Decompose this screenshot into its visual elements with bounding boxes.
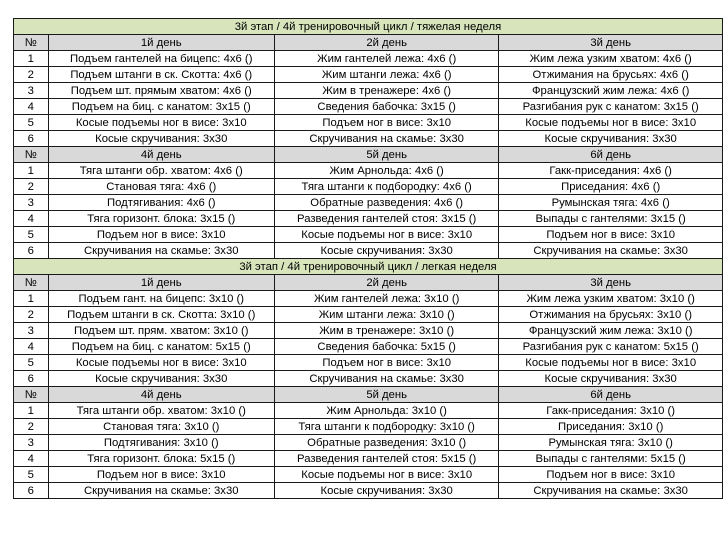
- exercise-cell: Разгибания рук с канатом: 3х15 (): [499, 99, 723, 115]
- section-title: 3й этап / 4й тренировочный цикл / легкая неделя: [14, 259, 723, 275]
- exercise-row: [14, 227, 723, 243]
- number-header: №: [14, 147, 49, 163]
- exercise-cell: Тяга штанги к подбородку: 3х10 (): [275, 419, 499, 435]
- exercise-cell: Французский жим лежа: 4х6 (): [499, 83, 723, 99]
- day-header-row: [14, 35, 723, 51]
- exercise-row: [14, 483, 723, 499]
- exercise-row: [14, 115, 723, 131]
- exercise-cell: Косые скручивания: 3х30: [48, 371, 274, 387]
- exercise-cell: Подъем ног в висе: 3х10: [499, 227, 723, 243]
- exercise-cell: Тяга горизонт. блока: 5х15 (): [48, 451, 274, 467]
- exercise-cell: Сведения бабочка: 3х15 (): [275, 99, 499, 115]
- day-header: 6й день: [499, 147, 723, 163]
- section-title-row: [14, 19, 723, 35]
- day-header: 4й день: [48, 147, 274, 163]
- exercise-cell: Косые скручивания: 3х30: [499, 131, 723, 147]
- exercise-cell: Косые подъемы ног в висе: 3х10: [48, 115, 274, 131]
- exercise-cell: Жим Арнольда: 4х6 (): [275, 163, 499, 179]
- exercise-cell: Жим лежа узким хватом: 3х10 (): [499, 291, 723, 307]
- row-number: 4: [14, 451, 49, 467]
- row-number: 2: [14, 179, 49, 195]
- exercise-row: [14, 51, 723, 67]
- exercise-cell: Жим в тренажере: 3х10 (): [275, 323, 499, 339]
- row-number: 5: [14, 355, 49, 371]
- exercise-cell: Гакк-приседания: 4х6 (): [499, 163, 723, 179]
- exercise-cell: Жим гантелей лежа: 4х6 (): [275, 51, 499, 67]
- exercise-cell: Обратные разведения: 4х6 (): [275, 195, 499, 211]
- row-number: 3: [14, 435, 49, 451]
- exercise-row: [14, 307, 723, 323]
- exercise-row: [14, 339, 723, 355]
- row-number: 4: [14, 339, 49, 355]
- row-number: 5: [14, 115, 49, 131]
- exercise-cell: Косые скручивания: 3х30: [499, 371, 723, 387]
- exercise-cell: Подъем ног в висе: 3х10: [275, 355, 499, 371]
- row-number: 1: [14, 163, 49, 179]
- row-number: 4: [14, 211, 49, 227]
- row-number: 3: [14, 195, 49, 211]
- exercise-row: [14, 291, 723, 307]
- exercise-row: [14, 99, 723, 115]
- exercise-row: [14, 243, 723, 259]
- exercise-cell: Подъем ног в висе: 3х10: [499, 467, 723, 483]
- exercise-cell: Скручивания на скамье: 3х30: [275, 131, 499, 147]
- exercise-cell: Подъем на биц. с канатом: 3х15 (): [48, 99, 274, 115]
- exercise-cell: Сведения бабочка: 5х15 (): [275, 339, 499, 355]
- exercise-cell: Румынская тяга: 3х10 (): [499, 435, 723, 451]
- day-header-row: [14, 387, 723, 403]
- exercise-cell: Тяга штанги обр. хватом: 4х6 (): [48, 163, 274, 179]
- exercise-row: [14, 355, 723, 371]
- exercise-cell: Разведения гантелей стоя: 3х15 (): [275, 211, 499, 227]
- exercise-cell: Приседания: 3х10 (): [499, 419, 723, 435]
- exercise-row: [14, 323, 723, 339]
- exercise-cell: Подъем шт. прямым хватом: 4х6 (): [48, 83, 274, 99]
- exercise-cell: Подъем ног в висе: 3х10: [275, 115, 499, 131]
- exercise-cell: Отжимания на брусьях: 3х10 (): [499, 307, 723, 323]
- exercise-row: [14, 403, 723, 419]
- exercise-cell: Косые скручивания: 3х30: [275, 243, 499, 259]
- exercise-row: [14, 83, 723, 99]
- row-number: 6: [14, 243, 49, 259]
- row-number: 1: [14, 291, 49, 307]
- exercise-cell: Подъем штанги в ск. Скотта: 3х10 (): [48, 307, 274, 323]
- day-header: 1й день: [48, 35, 274, 51]
- day-header: 3й день: [499, 275, 723, 291]
- workout-table: [13, 18, 723, 499]
- exercise-cell: Жим лежа узким хватом: 4х6 (): [499, 51, 723, 67]
- number-header: №: [14, 275, 49, 291]
- exercise-row: [14, 371, 723, 387]
- exercise-row: [14, 211, 723, 227]
- exercise-cell: Косые подъемы ног в висе: 3х10: [275, 467, 499, 483]
- row-number: 4: [14, 99, 49, 115]
- exercise-cell: Подъем на биц. с канатом: 5х15 (): [48, 339, 274, 355]
- day-header: 6й день: [499, 387, 723, 403]
- row-number: 2: [14, 419, 49, 435]
- exercise-cell: Косые скручивания: 3х30: [275, 483, 499, 499]
- exercise-row: [14, 179, 723, 195]
- exercise-cell: Скручивания на скамье: 3х30: [499, 483, 723, 499]
- exercise-cell: Скручивания на скамье: 3х30: [275, 371, 499, 387]
- exercise-cell: Тяга штанги обр. хватом: 3х10 (): [48, 403, 274, 419]
- exercise-cell: Косые подъемы ног в висе: 3х10: [499, 355, 723, 371]
- exercise-row: [14, 67, 723, 83]
- exercise-cell: Косые скручивания: 3х30: [48, 131, 274, 147]
- section-title-row: [14, 259, 723, 275]
- exercise-cell: Обратные разведения: 3х10 (): [275, 435, 499, 451]
- day-header: 2й день: [275, 35, 499, 51]
- exercise-cell: Скручивания на скамье: 3х30: [499, 243, 723, 259]
- exercise-cell: Разгибания рук с канатом: 5х15 (): [499, 339, 723, 355]
- row-number: 1: [14, 403, 49, 419]
- day-header-row: [14, 147, 723, 163]
- exercise-cell: Скручивания на скамье: 3х30: [48, 243, 274, 259]
- exercise-cell: Скручивания на скамье: 3х30: [48, 483, 274, 499]
- day-header: 5й день: [275, 387, 499, 403]
- exercise-cell: Подъем ног в висе: 3х10: [48, 467, 274, 483]
- exercise-cell: Подъем шт. прям. хватом: 3х10 (): [48, 323, 274, 339]
- row-number: 6: [14, 371, 49, 387]
- section-title: 3й этап / 4й тренировочный цикл / тяжелая неделя: [14, 19, 723, 35]
- exercise-row: [14, 163, 723, 179]
- day-header: 5й день: [275, 147, 499, 163]
- exercise-row: [14, 435, 723, 451]
- day-header: 1й день: [48, 275, 274, 291]
- day-header: 2й день: [275, 275, 499, 291]
- exercise-cell: Жим в тренажере: 4х6 (): [275, 83, 499, 99]
- exercise-cell: Косые подъемы ног в висе: 3х10: [48, 355, 274, 371]
- exercise-cell: Румынская тяга: 4х6 (): [499, 195, 723, 211]
- row-number: 5: [14, 227, 49, 243]
- row-number: 6: [14, 131, 49, 147]
- exercise-cell: Тяга штанги к подбородку: 4х6 (): [275, 179, 499, 195]
- exercise-cell: Жим Арнольда: 3х10 (): [275, 403, 499, 419]
- row-number: 5: [14, 467, 49, 483]
- exercise-cell: Приседания: 4х6 (): [499, 179, 723, 195]
- exercise-cell: Косые подъемы ног в висе: 3х10: [499, 115, 723, 131]
- exercise-cell: Подъем ног в висе: 3х10: [48, 227, 274, 243]
- exercise-row: [14, 131, 723, 147]
- row-number: 2: [14, 307, 49, 323]
- exercise-cell: Гакк-приседания: 3х10 (): [499, 403, 723, 419]
- exercise-cell: Тяга горизонт. блока: 3х15 (): [48, 211, 274, 227]
- exercise-row: [14, 467, 723, 483]
- number-header: №: [14, 35, 49, 51]
- day-header: 4й день: [48, 387, 274, 403]
- exercise-row: [14, 195, 723, 211]
- exercise-cell: Разведения гантелей стоя: 5х15 (): [275, 451, 499, 467]
- exercise-cell: Отжимания на брусьях: 4х6 (): [499, 67, 723, 83]
- exercise-cell: Французский жим лежа: 3х10 (): [499, 323, 723, 339]
- row-number: 6: [14, 483, 49, 499]
- number-header: №: [14, 387, 49, 403]
- exercise-cell: Подтягивания: 4х6 (): [48, 195, 274, 211]
- day-header-row: [14, 275, 723, 291]
- exercise-cell: Подтягивания: 3х10 (): [48, 435, 274, 451]
- exercise-cell: Подъем штанги в ск. Скотта: 4х6 (): [48, 67, 274, 83]
- exercise-cell: Подъем гантелей на бицепс: 4х6 (): [48, 51, 274, 67]
- exercise-cell: Жим гантелей лежа: 3х10 (): [275, 291, 499, 307]
- exercise-cell: Выпады с гантелями: 5х15 (): [499, 451, 723, 467]
- exercise-cell: Жим штанги лежа: 4х6 (): [275, 67, 499, 83]
- exercise-cell: Косые подъемы ног в висе: 3х10: [275, 227, 499, 243]
- row-number: 2: [14, 67, 49, 83]
- exercise-cell: Становая тяга: 3х10 (): [48, 419, 274, 435]
- exercise-cell: Жим штанги лежа: 3х10 (): [275, 307, 499, 323]
- exercise-cell: Подъем гант. на бицепс: 3х10 (): [48, 291, 274, 307]
- exercise-cell: Выпады с гантелями: 3х15 (): [499, 211, 723, 227]
- row-number: 3: [14, 323, 49, 339]
- row-number: 1: [14, 51, 49, 67]
- day-header: 3й день: [499, 35, 723, 51]
- exercise-row: [14, 451, 723, 467]
- exercise-row: [14, 419, 723, 435]
- row-number: 3: [14, 83, 49, 99]
- exercise-cell: Становая тяга: 4х6 (): [48, 179, 274, 195]
